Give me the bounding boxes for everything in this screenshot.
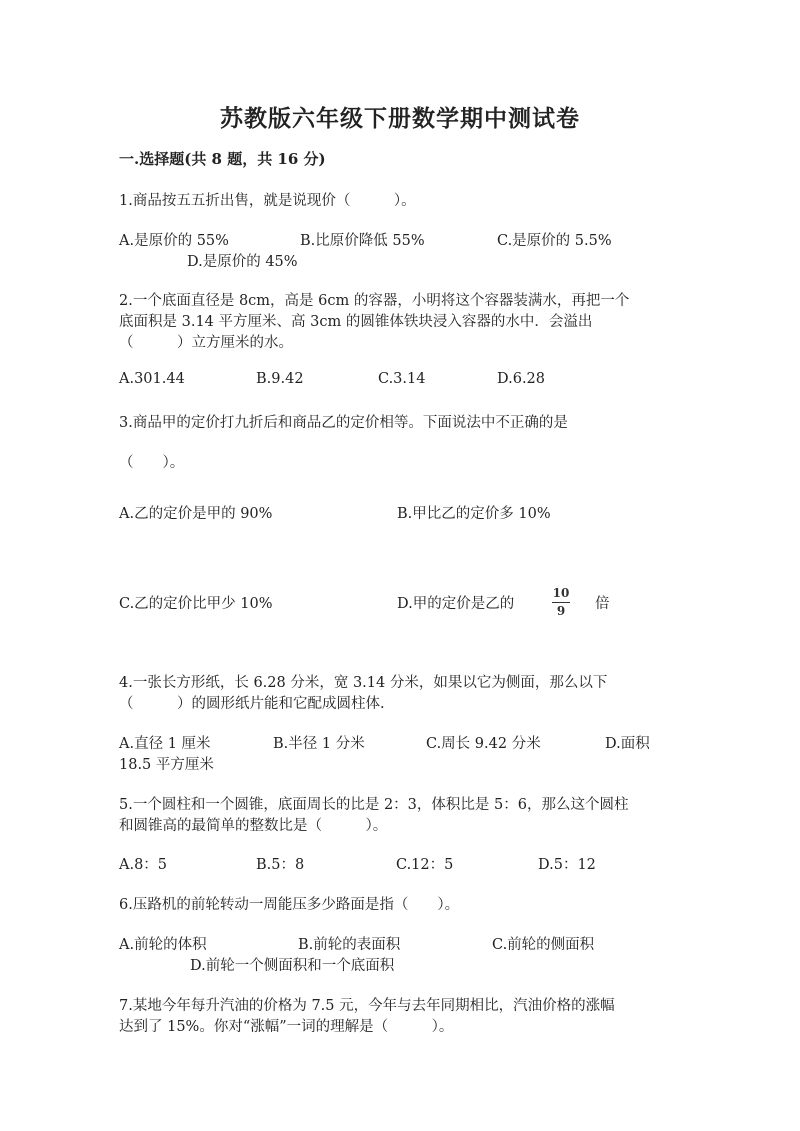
question-6-option-a: A.前轮的体积: [119, 937, 207, 953]
question-5-option-c: C.12：5: [396, 857, 454, 873]
question-7-line-2: 达到了 15%。你对“涨幅”一词的理解是（ ）。: [119, 1019, 454, 1035]
question-5-option-b: B.5：8: [256, 857, 305, 873]
fraction-denominator: 9: [556, 604, 566, 618]
question-1-option-d: D.是原价的 45%: [187, 254, 298, 270]
question-3-line-2: （ ）。: [119, 455, 185, 471]
question-4-option-a: A.直径 1 厘米: [119, 736, 211, 752]
question-6-option-c: C.前轮的侧面积: [492, 937, 595, 953]
question-5-option-a: A.8：5: [119, 857, 168, 873]
question-5-line-1: 5.一个圆柱和一个圆锥，底面周长的比是 2：3，体积比是 5：6，那么这个圆柱: [119, 797, 629, 813]
question-4-option-c: C.周长 9.42 分米: [426, 736, 541, 752]
question-2-option-d: D.6.28: [497, 371, 546, 387]
question-7-line-1: 7.某地今年每升汽油的价格为 7.5 元，今年与去年同期相比，汽油价格的涨幅: [119, 998, 615, 1014]
question-2-line-2: 底面积是 3.14 平方厘米、高 3cm 的圆锥体铁块浸入容器的水中．会溢出: [119, 314, 593, 330]
question-3-option-d: D.甲的定价是乙的: [397, 596, 515, 612]
question-5-option-d: D.5：12: [538, 857, 596, 873]
question-1-option-c: C.是原价的 5.5%: [497, 233, 612, 249]
question-2-option-a: A.301.44: [119, 371, 185, 387]
question-2-line-1: 2.一个底面直径是 8cm，高是 6cm 的容器，小明将这个容器装满水，再把一个: [119, 293, 630, 309]
question-1-option-a: A.是原价的 55%: [119, 233, 229, 249]
question-3-line-1: 3.商品甲的定价打九折后和商品乙的定价相等。下面说法中不正确的是: [119, 415, 568, 431]
question-2-option-c: C.3.14: [378, 371, 426, 387]
question-3-option-b: B.甲比乙的定价多 10%: [397, 506, 551, 522]
question-4-option-d: D.面积: [605, 736, 650, 752]
question-6-option-d: D.前轮一个侧面积和一个底面积: [190, 958, 395, 974]
fraction-bar: [552, 602, 570, 603]
question-1-option-b: B.比原价降低 55%: [300, 233, 425, 249]
question-2-line-3: （ ）立方厘米的水。: [119, 335, 293, 351]
question-4-option-d-continued: 18.5 平方厘米: [119, 757, 214, 773]
page-title: 苏教版六年级下册数学期中测试卷: [220, 105, 580, 132]
question-1-stem: 1.商品按五五折出售，就是说现价（ ）。: [119, 193, 416, 209]
question-5-line-2: 和圆锥高的最简单的整数比是（ ）。: [119, 818, 388, 834]
question-2-option-b: B.9.42: [256, 371, 304, 387]
question-6-option-b: B.前轮的表面积: [298, 937, 401, 953]
fraction-ten-ninths: [552, 586, 570, 619]
question-6-stem: 6.压路机的前轮转动一周能压多少路面是指（ ）。: [119, 897, 460, 913]
section-heading: 一.选择题(共 8 题，共 16 分): [119, 150, 326, 168]
question-4-line-1: 4.一张长方形纸，长 6.28 分米，宽 3.14 分米，如果以它为侧面，那么以下: [119, 675, 608, 691]
question-4-option-b: B.半径 1 分米: [273, 736, 365, 752]
question-4-line-2: （ ）的圆形纸片能和它配成圆柱体.: [119, 696, 385, 712]
question-3-option-c: C.乙的定价比甲少 10%: [119, 596, 273, 612]
question-3-option-a: A.乙的定价是甲的 90%: [119, 506, 273, 522]
question-3-option-d-suffix: 倍: [595, 596, 610, 612]
fraction-numerator: 10: [552, 586, 570, 600]
